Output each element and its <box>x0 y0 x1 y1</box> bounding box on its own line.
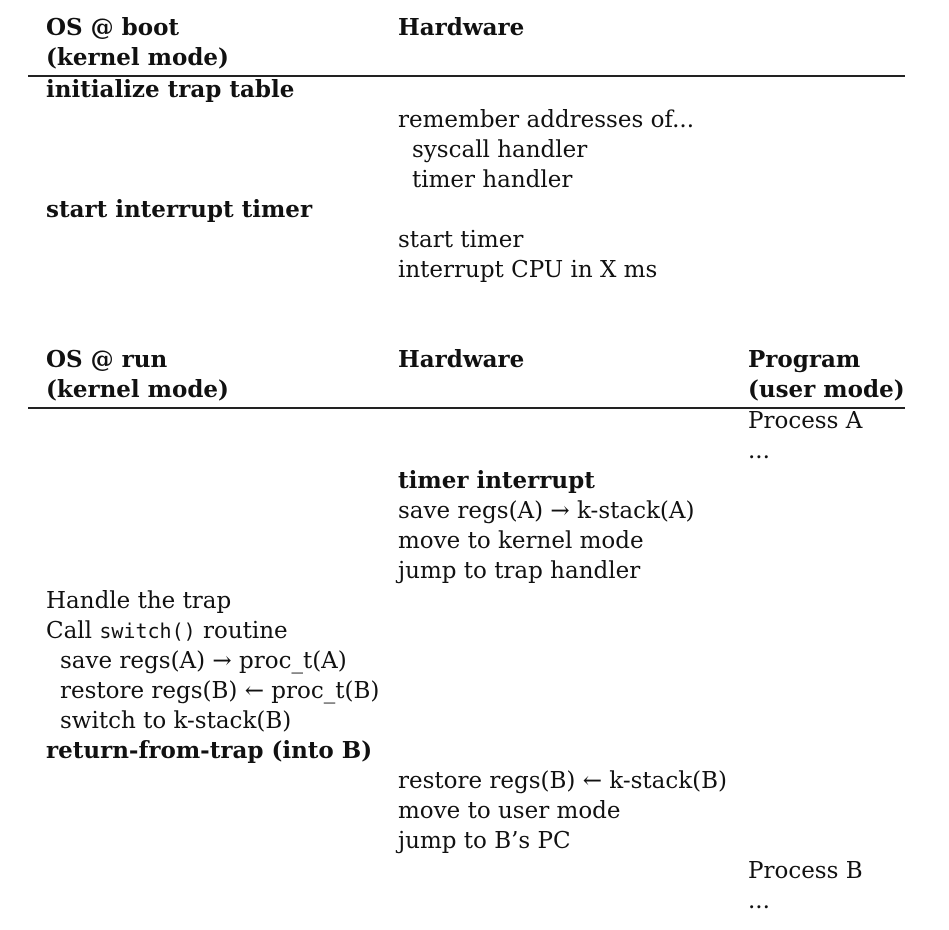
switch-function-code: switch() <box>99 619 196 643</box>
run-move-kernel-mode: move to kernel mode <box>398 528 644 554</box>
run-save-regs-kstack: save regs(A) → k-stack(A) <box>398 498 695 524</box>
boot-timer-handler: timer handler <box>412 167 573 193</box>
boot-init-trap-table: initialize trap table <box>46 76 295 103</box>
boot-syscall-handler: syscall handler <box>412 137 588 163</box>
boot-os-header-line1: OS @ boot <box>46 14 180 41</box>
boot-start-interrupt-timer: start interrupt timer <box>46 196 313 223</box>
run-timer-interrupt: timer interrupt <box>398 467 595 494</box>
run-restore-regs-kstack: restore regs(B) ← k-stack(B) <box>398 768 728 794</box>
run-program-header-line2: (user mode) <box>748 376 905 403</box>
run-program-header-line1: Program <box>748 346 861 373</box>
run-ellipsis-a: ... <box>748 438 770 464</box>
run-return-from-trap: return-from-trap (into B) <box>46 737 373 764</box>
call-prefix: Call <box>46 618 93 644</box>
boot-remember-addresses: remember addresses of... <box>398 107 695 133</box>
run-handle-trap: Handle the trap <box>46 588 232 614</box>
run-call-switch-routine <box>46 616 288 646</box>
run-jump-b-pc: jump to B’s PC <box>398 828 571 854</box>
boot-os-header-line2: (kernel mode) <box>46 44 229 71</box>
boot-hw-header: Hardware <box>398 14 525 41</box>
run-jump-trap-handler: jump to trap handler <box>398 558 641 584</box>
run-os-header-line2: (kernel mode) <box>46 376 229 403</box>
boot-start-timer: start timer <box>398 227 524 253</box>
run-ellipsis-b: ... <box>748 888 770 914</box>
run-process-b: Process B <box>748 858 863 884</box>
run-os-header-line1: OS @ run <box>46 346 168 373</box>
run-switch-kstack: switch to k-stack(B) <box>60 708 292 734</box>
run-save-regs-proc: save regs(A) → proc_t(A) <box>60 648 347 674</box>
run-process-a: Process A <box>748 408 863 434</box>
run-restore-regs-proc: restore regs(B) ← proc_t(B) <box>60 678 380 704</box>
run-move-user-mode: move to user mode <box>398 798 621 824</box>
run-hw-header: Hardware <box>398 346 525 373</box>
boot-interrupt-cpu: interrupt CPU in X ms <box>398 257 658 283</box>
call-suffix: routine <box>202 618 288 644</box>
